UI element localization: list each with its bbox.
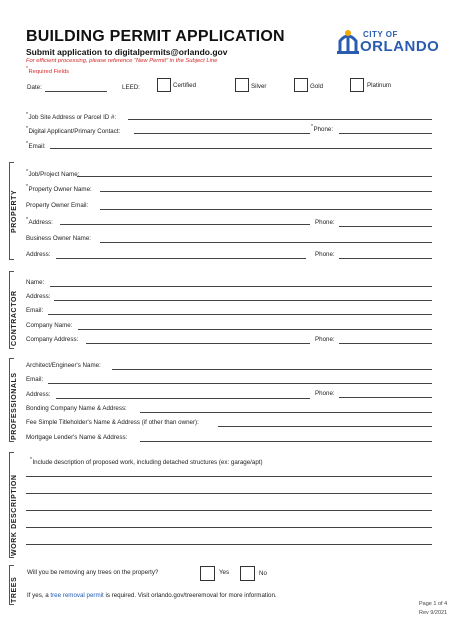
applicant-phone-label: * Phone: <box>311 124 333 133</box>
architect-phone-label: Phone: <box>315 390 335 397</box>
bonding-company-field[interactable] <box>140 412 432 413</box>
property-address-field[interactable] <box>60 224 310 225</box>
business-address-field[interactable] <box>56 258 306 259</box>
bonding-company-label: Bonding Company Name & Address: <box>26 405 127 412</box>
tree-removal-permit-link[interactable]: tree removal permit <box>50 592 104 599</box>
architect-field[interactable] <box>112 369 432 370</box>
owner-email-label: Property Owner Email: <box>26 202 89 209</box>
trees-yes-label: Yes <box>219 569 230 576</box>
tree-note-suffix: is required. Visit orlando.gov/treeremoval for more information. <box>105 592 277 599</box>
leed-platinum-checkbox[interactable] <box>350 78 364 92</box>
business-owner-field[interactable] <box>100 242 432 243</box>
contractor-address-label: Address: <box>26 293 51 300</box>
business-phone-field[interactable] <box>339 258 432 259</box>
page-number: Page 1 of 4 <box>419 601 448 607</box>
page-title: BUILDING PERMIT APPLICATION <box>26 28 285 45</box>
site-address-field[interactable] <box>128 119 432 120</box>
leed-platinum-label: Platinum <box>367 82 392 89</box>
company-name-field[interactable] <box>78 329 432 330</box>
applicant-phone-field[interactable] <box>339 133 432 134</box>
subject-line-note: For efficient processing, please reference "New Permit" in the Subject Line <box>26 58 218 64</box>
leed-gold-label: Gold <box>310 83 324 90</box>
property-phone-field[interactable] <box>339 226 432 227</box>
contractor-address-field[interactable] <box>54 300 432 301</box>
applicant-email-field[interactable] <box>50 148 432 149</box>
work-description-line-1[interactable] <box>26 476 432 477</box>
section-trees: TREES <box>11 576 18 603</box>
date-label: Date: <box>27 84 42 91</box>
work-description-line-4[interactable] <box>26 527 432 528</box>
company-address-label: Company Address: <box>26 336 79 343</box>
owner-email-field[interactable] <box>100 209 432 210</box>
architect-phone-field[interactable] <box>339 397 432 398</box>
mortgage-lender-field[interactable] <box>140 441 432 442</box>
leed-silver-label: Silver <box>251 83 267 90</box>
tree-removal-note <box>27 592 277 599</box>
trees-no-label: No <box>259 570 267 577</box>
work-description-label: * Include description of proposed work, including detached structures (ex: garage/apt) <box>30 457 263 466</box>
architect-email-field[interactable] <box>48 383 432 384</box>
site-address-label: * Job Site Address or Parcel ID #: <box>26 112 116 121</box>
work-description-line-2[interactable] <box>26 493 432 494</box>
fee-simple-label: Fee Simple Titleholder's Name & Address (if other than owner): <box>26 419 199 426</box>
architect-address-label: Address: <box>26 391 51 398</box>
owner-name-label: * Property Owner Name: <box>26 184 92 193</box>
business-owner-label: Business Owner Name: <box>26 235 91 242</box>
city-of-orlando-logo-icon <box>336 27 360 55</box>
leed-gold-checkbox[interactable] <box>294 78 308 92</box>
contractor-name-field[interactable] <box>50 286 432 287</box>
applicant-email-label: * Email: <box>26 141 46 150</box>
logo-city-of: CITY OF <box>363 30 398 39</box>
logo-orlando: ORLANDO <box>360 38 440 55</box>
contractor-email-field[interactable] <box>48 314 432 315</box>
leed-label: LEED: <box>122 84 140 91</box>
architect-label: Architect/Engineer's Name: <box>26 362 101 369</box>
job-name-label: * Job/Project Name: <box>26 169 79 178</box>
date-field[interactable] <box>45 91 107 92</box>
trees-question: Will you be removing any trees on the property? <box>27 569 159 576</box>
job-name-field[interactable] <box>77 176 432 177</box>
tree-note-prefix: If yes, a <box>27 592 49 599</box>
work-description-line-3[interactable] <box>26 510 432 511</box>
property-phone-label: Phone: <box>315 219 335 226</box>
leed-certified-checkbox[interactable] <box>157 78 171 92</box>
contractor-email-label: Email: <box>26 307 44 314</box>
company-phone-label: Phone: <box>315 336 335 343</box>
work-description-line-5[interactable] <box>26 544 432 545</box>
mortgage-lender-label: Mortgage Lender's Name & Address: <box>26 434 128 441</box>
required-fields-note: * Required Fields <box>26 66 69 75</box>
architect-email-label: Email: <box>26 376 44 383</box>
business-phone-label: Phone: <box>315 251 335 258</box>
trees-no-checkbox[interactable] <box>240 566 255 581</box>
business-address-label: Address: <box>26 251 51 258</box>
trees-yes-checkbox[interactable] <box>200 566 215 581</box>
applicant-field[interactable] <box>134 133 310 134</box>
fee-simple-field[interactable] <box>218 426 432 427</box>
company-name-label: Company Name: <box>26 322 73 329</box>
section-property: PROPERTY <box>11 189 18 233</box>
architect-address-field[interactable] <box>56 398 310 399</box>
owner-name-field[interactable] <box>100 191 432 192</box>
revision-date: Rev 9/2021 <box>419 610 448 616</box>
leed-silver-checkbox[interactable] <box>235 78 249 92</box>
company-address-field[interactable] <box>86 343 310 344</box>
contractor-name-label: Name: <box>26 279 45 286</box>
leed-certified-label: Certified <box>173 82 197 89</box>
property-address-label: * Address: <box>26 217 53 226</box>
submit-instruction: Submit application to digitalpermits@orlando.gov <box>26 47 228 57</box>
section-contractor: CONTRACTOR <box>11 290 18 346</box>
section-work-description: WORK DESCRIPTION <box>11 474 18 556</box>
company-phone-field[interactable] <box>339 343 432 344</box>
applicant-label: * Digital Applicant/Primary Contact: <box>26 126 120 135</box>
section-professionals: PROFESSIONALS <box>11 372 18 440</box>
